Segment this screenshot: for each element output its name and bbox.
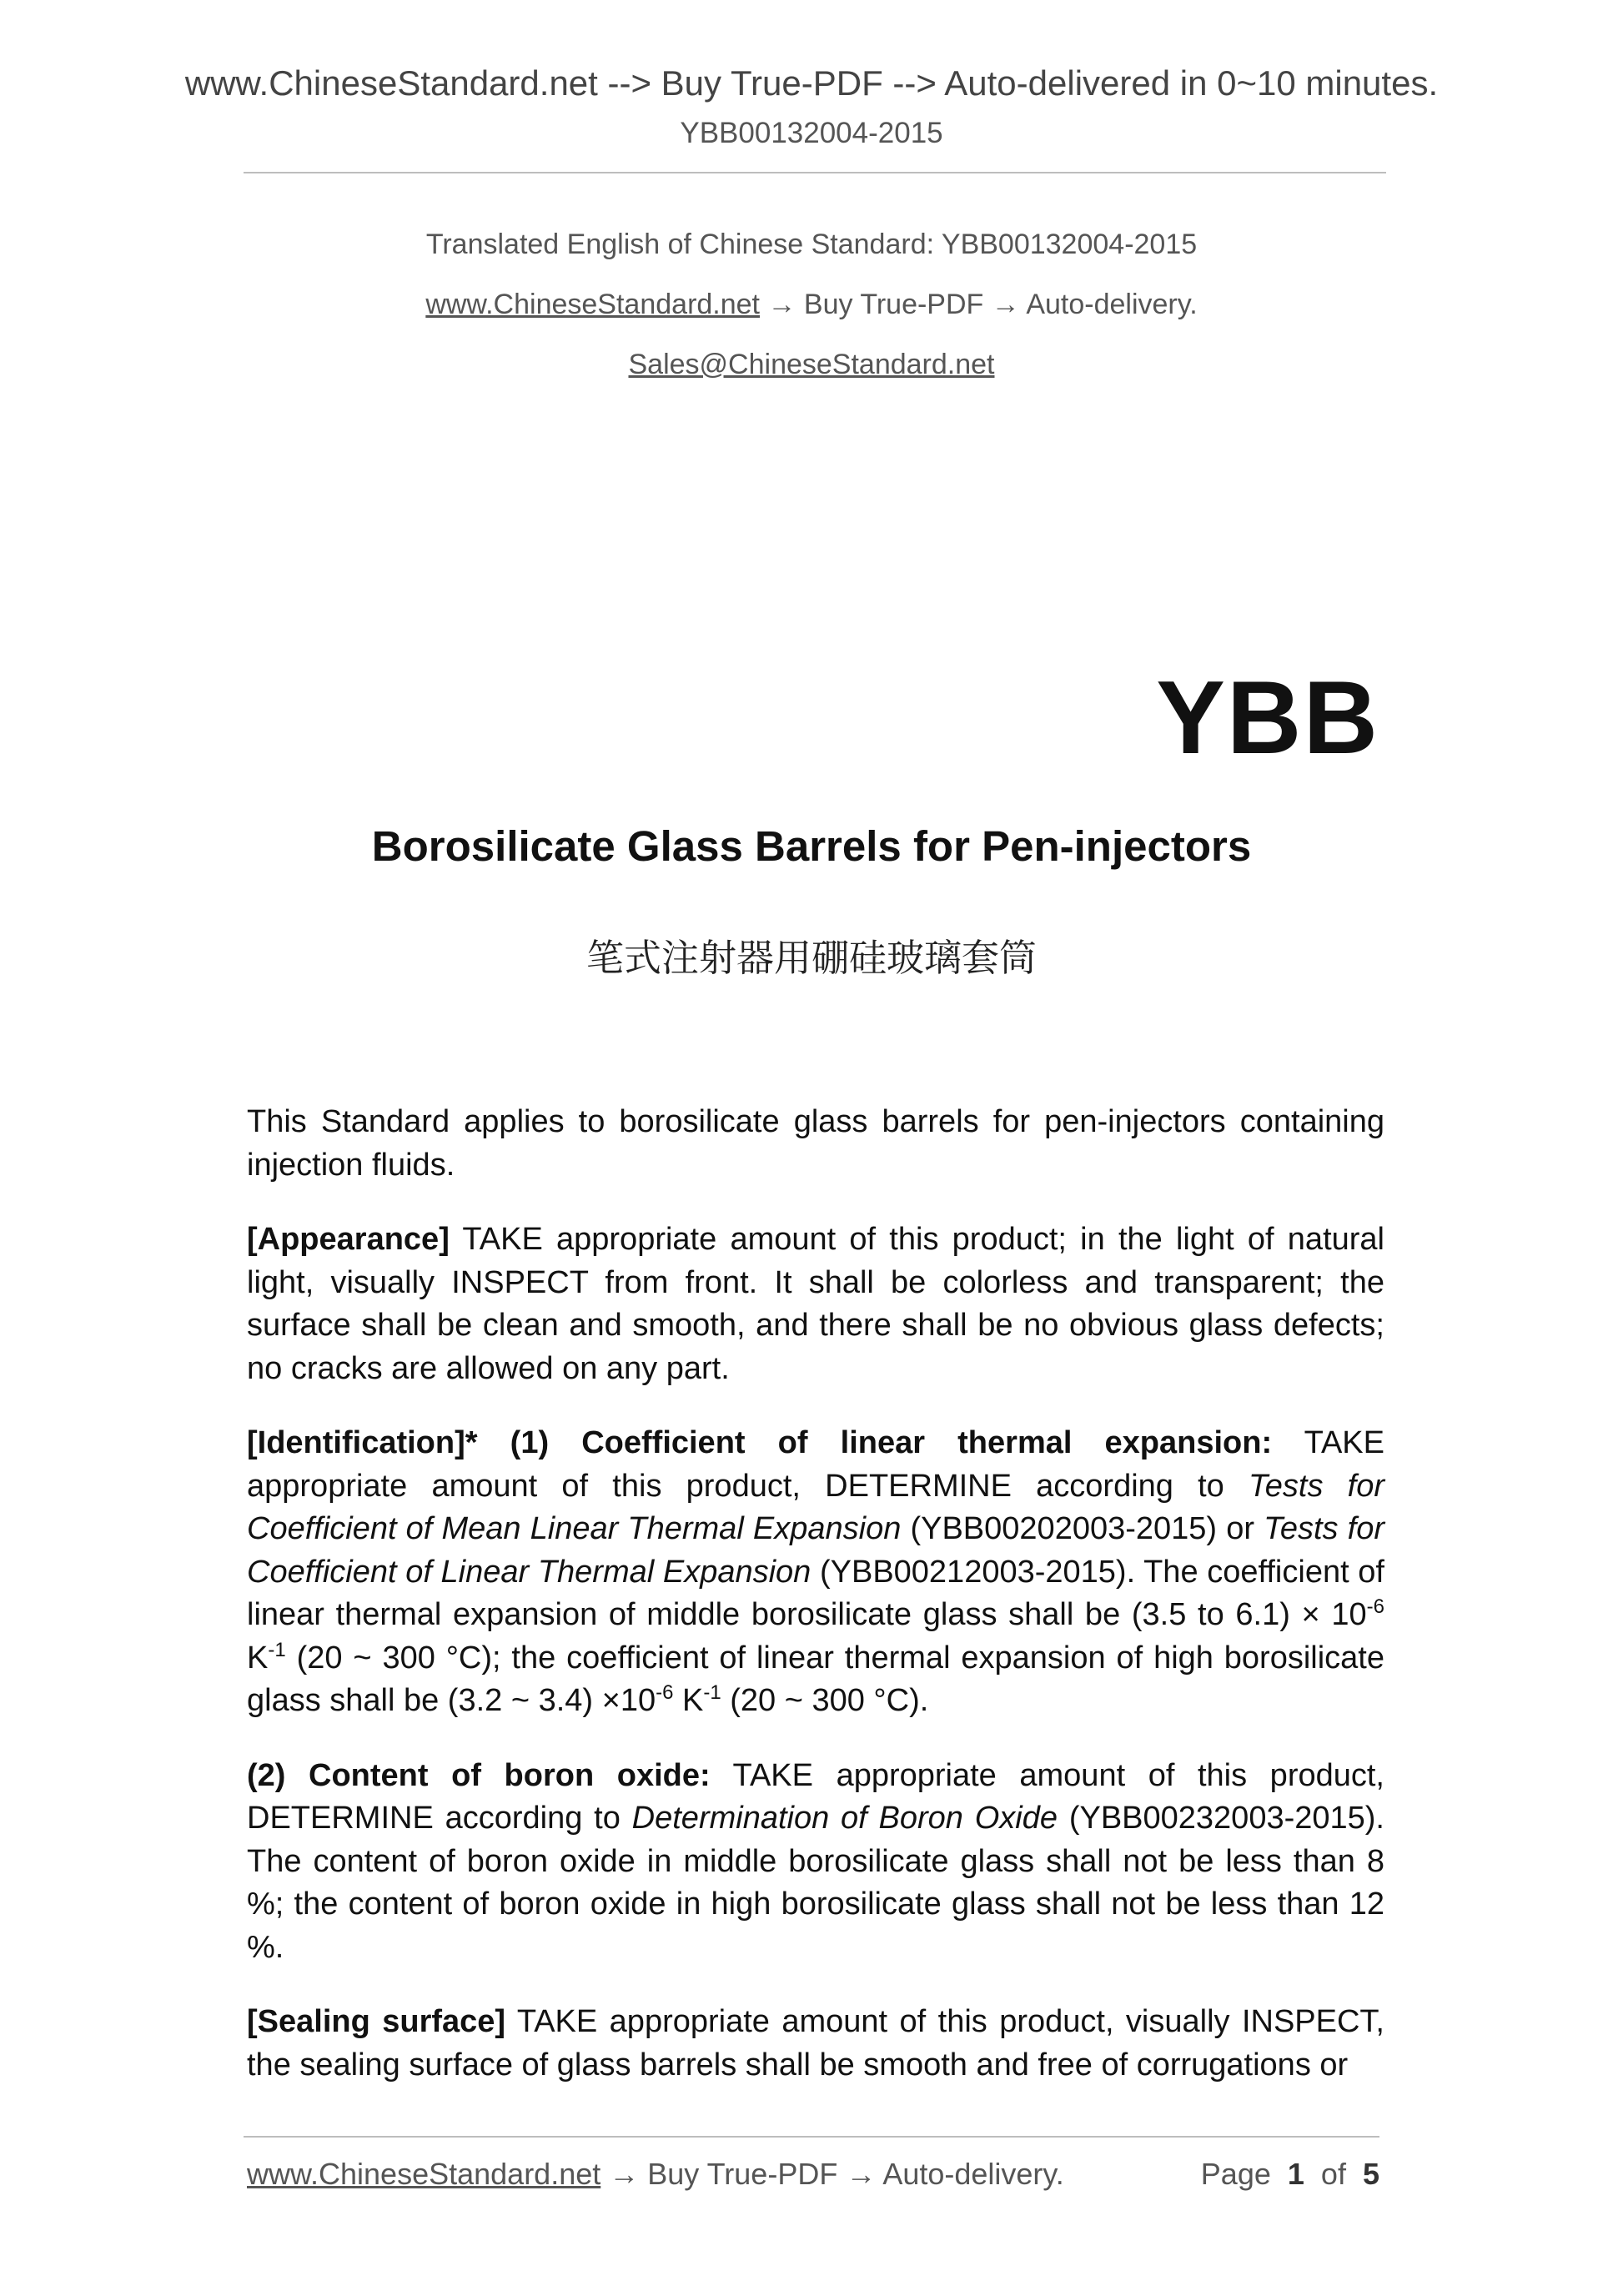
boron-text: (YBB00232003-2015). The content of boron oxide in middle borosilicate glass shall not be less than 8 %; the content of boron oxide in high borosilicate glass shall not be less than 12 %. xyxy=(247,1801,1384,1965)
standard-code-mark: YBB xyxy=(1156,661,1379,776)
identification-paragraph xyxy=(247,1422,1384,1723)
sealing-paragraph xyxy=(247,2001,1384,2087)
identification-text: K xyxy=(673,1683,704,1718)
document-body xyxy=(247,1101,1384,2118)
email-line xyxy=(0,344,1623,404)
identification-text: K xyxy=(247,1640,269,1676)
page-total: 5 xyxy=(1362,2157,1379,2191)
boron-paragraph xyxy=(247,1755,1384,1970)
scope-paragraph: This Standard applies to borosilicate glass barrels for pen-injectors containing injection fluids. xyxy=(247,1104,1384,1183)
document-title: Borosilicate Glass Barrels for Pen-injectors xyxy=(371,822,1252,870)
site-suffix: → Buy True-PDF → Auto-delivery. xyxy=(760,289,1198,320)
site-line xyxy=(0,284,1623,344)
of-word: of xyxy=(1320,2157,1346,2191)
method-title-mean: Tests for Coefficient of Mean Linear Thermal Expansion xyxy=(247,1468,1384,1546)
boron-label: (2) Content of boron oxide: xyxy=(247,1757,711,1793)
sealing-text: TAKE appropriate amount of this product, visually INSPECT, the sealing surface of glass barrels shall be smooth and free of corrugations or xyxy=(247,2004,1384,2082)
identification-text: TAKE appropriate amount of this product, DETERMINE according to xyxy=(247,1425,1384,1504)
exponent: -6 xyxy=(1366,1595,1384,1618)
sealing-label: [Sealing surface] xyxy=(247,2004,506,2039)
page-indicator xyxy=(1201,2157,1379,2192)
header-divider xyxy=(244,172,1386,173)
identification-text: (20 ~ 300 °C); the coefficient of linear thermal expansion of high borosilicate glass shall be (3.2 ~ 3.4) ×10 xyxy=(247,1640,1384,1718)
appearance-label: [Appearance] xyxy=(247,1222,450,1257)
exponent: -6 xyxy=(656,1681,674,1704)
appearance-text: TAKE appropriate amount of this product; in the light of natural light, visually INSPECT from front. It shall be colorless and transparent; the surface shall be clean and smooth, and there shall be no obvious glass defects; no cracks are allowed on any part. xyxy=(247,1222,1384,1386)
translated-line: Translated English of Chinese Standard: YBB00132004-2015 xyxy=(425,229,1198,260)
page-number: 1 xyxy=(1287,2157,1304,2191)
exponent: -1 xyxy=(703,1681,721,1704)
footer-site-suffix: → Buy True-PDF → Auto-delivery. xyxy=(600,2157,1064,2191)
identification-label: [Identification]* xyxy=(247,1425,478,1460)
info-block xyxy=(0,224,1623,404)
page-word: Page xyxy=(1200,2157,1271,2191)
footer-site xyxy=(247,2157,1064,2192)
appearance-paragraph xyxy=(247,1218,1384,1390)
email-link[interactable]: Sales@ChineseStandard.net xyxy=(628,349,995,380)
identification-text: (YBB00202003-2015) or xyxy=(901,1511,1264,1546)
identification-text: (20 ~ 300 °C). xyxy=(721,1683,929,1718)
exponent: -1 xyxy=(268,1638,286,1661)
method-title-linear: Tests for Coefficient of Linear Thermal Expansion xyxy=(247,1511,1384,1590)
site-link[interactable]: www.ChineseStandard.net xyxy=(425,289,761,320)
footer-divider xyxy=(244,2136,1379,2138)
header-standard-code: YBB00132004-2015 xyxy=(680,117,943,149)
boron-text: TAKE appropriate amount of this product, DETERMINE according to xyxy=(247,1757,1384,1836)
identification-text: (YBB00212003-2015). The coefficient of linear thermal expansion of middle borosilicate glass shall be (3.5 to 6.1) × 10 xyxy=(247,1554,1384,1632)
header-banner: www.ChineseStandard.net --> Buy True-PDF --> Auto-delivered in 0~10 minutes. xyxy=(184,63,1439,103)
footer-site-link[interactable]: www.ChineseStandard.net xyxy=(247,2157,601,2191)
document-title-chinese: 笔式注射器用硼硅玻璃套筒 xyxy=(585,936,1037,980)
thermal-expansion-label: (1) Coefficient of linear thermal expansion: xyxy=(477,1425,1273,1460)
method-title-boron: Determination of Boron Oxide xyxy=(631,1801,1058,1836)
